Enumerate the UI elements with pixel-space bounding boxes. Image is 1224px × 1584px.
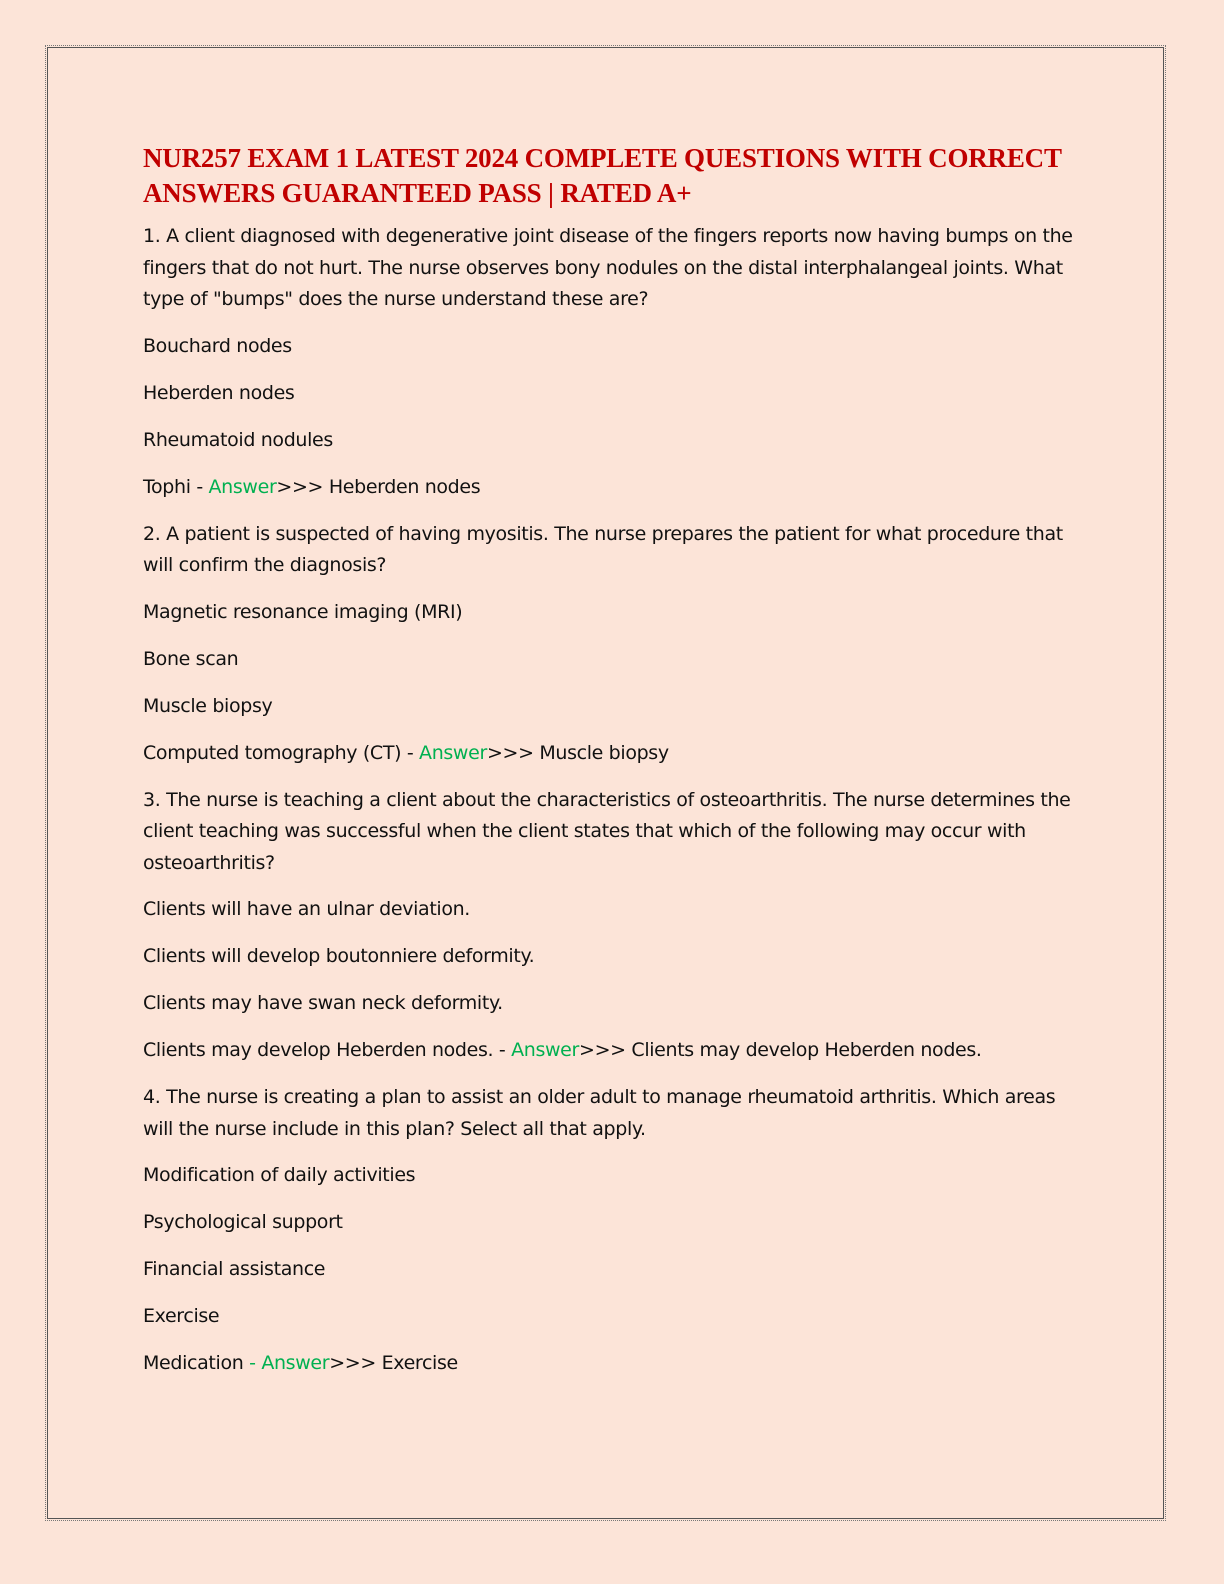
answer-option-text: Computed tomography (CT) — [143, 741, 402, 764]
answer-marker: >>> — [329, 1352, 382, 1374]
answer-separator: - — [493, 1039, 512, 1061]
question-text: 1. A client diagnosed with degenerative joint disease of the fingers reports now having bumps on the fingers that do not hurt. The nurse observes bony nodules on the distal interphalangeal joints. What type of "bumps" does the nurse understand these are? — [143, 225, 1073, 310]
question-block — [143, 785, 1088, 1067]
document-body — [143, 141, 1088, 1395]
answer-option: Bone scan — [143, 647, 239, 670]
answer-option: Modification of daily activities — [143, 1164, 416, 1186]
answer-option: Clients will have an ulnar deviation. — [143, 898, 471, 920]
correct-answer: Exercise — [381, 1352, 458, 1374]
answer-marker: >>> — [276, 475, 329, 498]
answer-option-text: Tophi — [143, 475, 191, 498]
answer-separator: - — [401, 741, 420, 764]
answer-label: Answer — [208, 475, 277, 498]
question-block — [143, 1082, 1088, 1380]
answer-option: Financial assistance — [143, 1258, 326, 1280]
question-text: 3. The nurse is teaching a client about the characteristics of osteoarthritis. The nurse determines the client teaching was successful when the client states that which of the following may occur with osteoarthritis? — [143, 788, 1071, 874]
answer-option: Exercise — [143, 1305, 220, 1327]
answer-option: Psychological support — [143, 1211, 343, 1233]
answer-marker: >>> — [486, 741, 540, 764]
answer-label: Answer — [261, 1352, 330, 1374]
answer-option-text: Medication — [143, 1352, 244, 1374]
answer-separator: - — [190, 475, 209, 498]
answer-option: Magnetic resonance imaging (MRI) — [143, 600, 463, 623]
question-list — [143, 221, 1088, 1380]
answer-separator: - — [243, 1352, 262, 1374]
answer-option: Muscle biopsy — [143, 694, 273, 717]
question-text: 2. A patient is suspected of having myositis. The nurse prepares the patient for what procedure that will confirm the diagnosis? — [143, 522, 1063, 576]
answer-option-with-key — [143, 472, 1088, 504]
answer-option: Bouchard nodes — [143, 334, 292, 357]
question-text: 4. The nurse is creating a plan to assist an older adult to manage rheumatoid arthritis. Which areas will the nurse include in this plan? Select all that apply. — [143, 1086, 1056, 1140]
document-title: NUR257 EXAM 1 LATEST 2024 COMPLETE QUESTIONS WITH CORRECT ANSWERS GUARANTEED PASS | RATED A+ — [143, 143, 1062, 208]
correct-answer: Muscle biopsy — [539, 741, 669, 764]
correct-answer: Clients may develop Heberden nodes. — [631, 1039, 982, 1061]
answer-label: Answer — [511, 1039, 579, 1061]
answer-option: Rheumatoid nodules — [143, 428, 333, 451]
correct-answer: Heberden nodes — [328, 475, 481, 498]
answer-option: Clients will develop boutonniere deformity. — [143, 945, 535, 967]
answer-option-with-key — [143, 738, 1088, 770]
answer-option-with-key — [143, 1035, 1088, 1067]
answer-option: Clients may have swan neck deformity. — [143, 992, 503, 1014]
answer-option-text: Clients may develop Heberden nodes. — [143, 1039, 494, 1061]
answer-marker: >>> — [579, 1039, 632, 1061]
answer-label: Answer — [419, 741, 487, 764]
answer-option: Heberden nodes — [143, 381, 295, 404]
question-block — [143, 221, 1088, 503]
answer-option-with-key — [143, 1348, 1088, 1380]
question-block — [143, 519, 1088, 770]
